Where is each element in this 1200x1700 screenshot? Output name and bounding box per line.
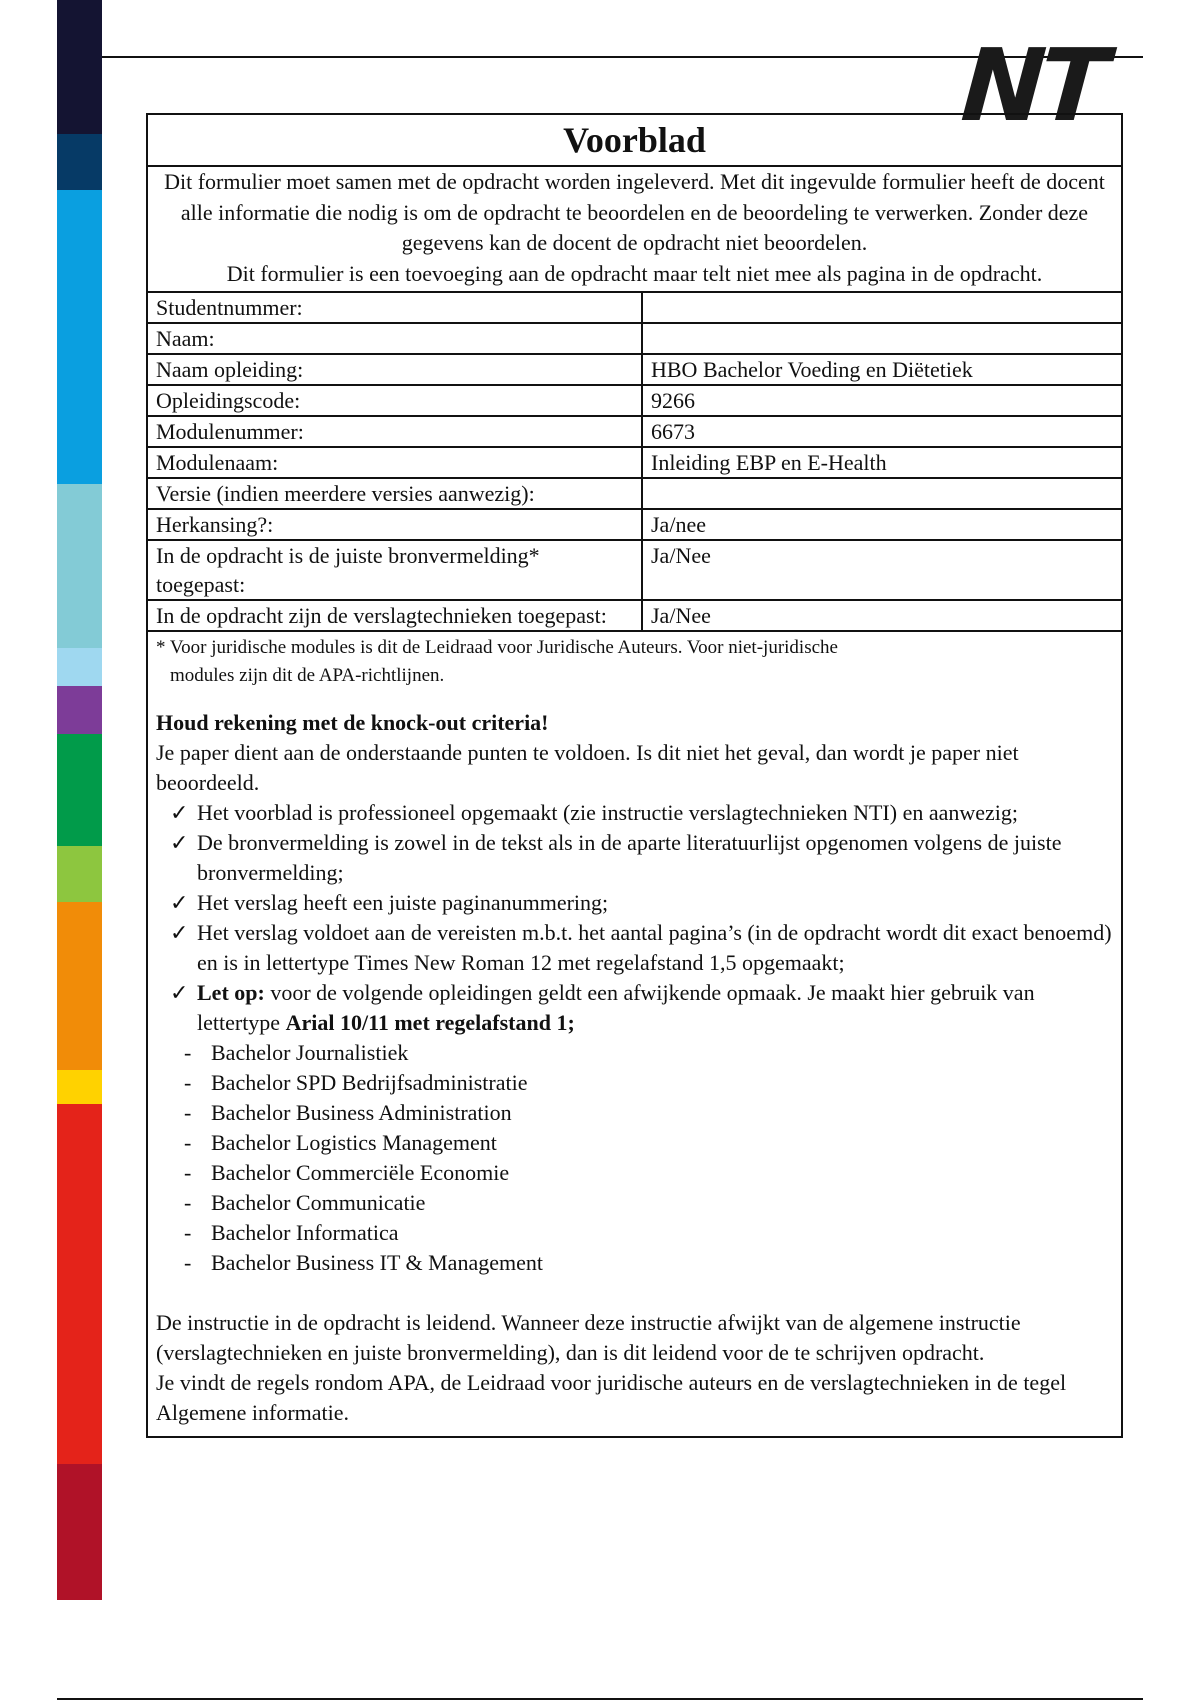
program-name: Bachelor Business Administration	[211, 1100, 512, 1125]
criterion-text: Het verslag voldoet aan de vereisten m.b.t. het aantal pagina’s (in de opdracht wordt dit exact benoemd) en is in lettertype Times New Roman 12 met regelafstand 1,5 opgemaakt;	[197, 920, 1112, 975]
field-label: In de opdracht zijn de verslagtechnieken toegepast:	[148, 600, 642, 631]
stripe-segment	[57, 190, 102, 484]
field-value: 6673	[642, 416, 1121, 447]
form-intro	[148, 167, 1121, 293]
field-label: Studentnummer:	[148, 293, 642, 323]
program-name: Bachelor Communicatie	[211, 1190, 426, 1215]
checkmark-icon: ✓	[170, 800, 189, 825]
field-label: Naam:	[148, 323, 642, 354]
checkmark-icon: ✓	[170, 920, 189, 945]
special-criterion-bold-tail: Arial 10/11 met regelafstand 1;	[285, 1010, 575, 1035]
fields-table	[148, 293, 1121, 632]
table-row	[148, 447, 1121, 478]
closing-paragraph: De instructie in de opdracht is leidend. Wanneer deze instructie afwijkt van de algemene instructie (verslagtechnieken en juiste bronvermelding), dan is dit leidend voor de te schrijven opdracht.	[156, 1310, 1021, 1365]
table-row	[148, 540, 1121, 600]
table-row	[148, 323, 1121, 354]
stripe-segment	[57, 134, 102, 190]
field-value: Ja/Nee	[642, 540, 1121, 600]
program-list	[156, 1038, 1113, 1278]
dash-bullet-icon: -	[184, 1040, 192, 1065]
field-label: Modulenummer:	[148, 416, 642, 447]
field-label: In de opdracht is de juiste bronvermelding* toegepast:	[148, 540, 642, 600]
program-name: Bachelor Business IT & Management	[211, 1250, 543, 1275]
list-item	[170, 888, 1113, 918]
criterion-text: Het verslag heeft een juiste paginanummering;	[197, 890, 609, 915]
list-item	[170, 828, 1113, 888]
field-value: Ja/nee	[642, 509, 1121, 540]
table-row	[148, 600, 1121, 631]
table-row	[148, 478, 1121, 509]
dash-bullet-icon: -	[184, 1160, 192, 1185]
field-label: Naam opleiding:	[148, 354, 642, 385]
field-value: Ja/Nee	[642, 600, 1121, 631]
stripe-segment	[57, 734, 102, 846]
field-value	[642, 478, 1121, 509]
table-row	[148, 293, 1121, 323]
form-title: Voorblad	[148, 115, 1121, 167]
field-label: Versie (indien meerdere versies aanwezig):	[148, 478, 642, 509]
list-item	[170, 918, 1113, 978]
intro-paragraph: Dit formulier is een toevoeging aan de opdracht maar telt niet mee als pagina in de opdracht.	[226, 260, 1043, 286]
stripe-segment	[57, 0, 102, 134]
list-item	[184, 1038, 1113, 1068]
list-item	[184, 1188, 1113, 1218]
dash-bullet-icon: -	[184, 1100, 192, 1125]
criterion-text: Het voorblad is professioneel opgemaakt (zie instructie verslagtechnieken NTI) en aanwezig;	[197, 800, 1019, 825]
checkmark-icon: ✓	[170, 980, 189, 1005]
intro-paragraph: Dit formulier moet samen met de opdracht worden ingeleverd. Met dit ingevulde formulier heeft de docent alle informatie die nodig is om de opdracht te beoordelen en de beoordeling te verwerken. Zonder deze gegevens kan de docent de opdracht niet beoordelen.	[164, 169, 1105, 255]
nti-logo: NT	[957, 27, 1107, 144]
stripe-segment	[57, 1104, 102, 1464]
knockout-heading: Houd rekening met de knock-out criteria!	[156, 710, 549, 735]
field-value: 9266	[642, 385, 1121, 416]
closing-text	[156, 1308, 1113, 1428]
list-item	[170, 798, 1113, 828]
list-item	[184, 1068, 1113, 1098]
field-value	[642, 323, 1121, 354]
list-item	[184, 1158, 1113, 1188]
stripe-segment	[57, 484, 102, 648]
field-label: Opleidingscode:	[148, 385, 642, 416]
notes-section	[148, 632, 1121, 1436]
field-value	[642, 293, 1121, 323]
stripe-segment	[57, 902, 102, 1070]
list-item	[184, 1248, 1113, 1278]
footnote-line: * Voor juridische modules is dit de Leidraad voor Juridische Auteurs. Voor niet-juridische	[156, 637, 838, 658]
checkmark-icon: ✓	[170, 830, 189, 855]
dash-bullet-icon: -	[184, 1130, 192, 1155]
program-name: Bachelor Informatica	[211, 1220, 399, 1245]
color-stripe	[57, 0, 102, 1600]
list-item	[184, 1098, 1113, 1128]
stripe-segment	[57, 648, 102, 686]
stripe-segment	[57, 846, 102, 902]
special-criterion-text: voor de volgende opleidingen geldt een afwijkende opmaak. Je maakt hier gebruik van lettertype	[197, 980, 1035, 1035]
list-item	[184, 1128, 1113, 1158]
dash-bullet-icon: -	[184, 1250, 192, 1275]
criterion-text: De bronvermelding is zowel in de tekst als in de aparte literatuurlijst opgenomen volgens de juiste bronvermelding;	[197, 830, 1062, 885]
stripe-segment	[57, 1070, 102, 1104]
field-value: HBO Bachelor Voeding en Diëtetiek	[642, 354, 1121, 385]
program-name: Bachelor Journalistiek	[211, 1040, 409, 1065]
dash-bullet-icon: -	[184, 1070, 192, 1095]
list-item	[184, 1218, 1113, 1248]
field-label: Herkansing?:	[148, 509, 642, 540]
field-label: Modulenaam:	[148, 447, 642, 478]
program-name: Bachelor Commerciële Economie	[211, 1160, 510, 1185]
field-value: Inleiding EBP en E-Health	[642, 447, 1121, 478]
footnote	[156, 634, 1113, 690]
table-row	[148, 509, 1121, 540]
closing-paragraph: Je vindt de regels rondom APA, de Leidraad voor juridische auteurs en de verslagtechnieken in de tegel Algemene informatie.	[156, 1370, 1067, 1425]
table-row	[148, 385, 1121, 416]
program-name: Bachelor SPD Bedrijfsadministratie	[211, 1070, 528, 1095]
table-row	[148, 416, 1121, 447]
footnote-line: modules zijn dit de APA-richtlijnen.	[170, 665, 445, 686]
criteria-list	[156, 798, 1113, 1038]
table-row	[148, 354, 1121, 385]
dash-bullet-icon: -	[184, 1220, 192, 1245]
program-name: Bachelor Logistics Management	[211, 1130, 497, 1155]
knockout-intro: Je paper dient aan de onderstaande punten te voldoen. Is dit niet het geval, dan wordt je paper niet beoordeeld.	[156, 740, 1019, 795]
checkmark-icon: ✓	[170, 890, 189, 915]
list-item	[170, 978, 1113, 1038]
special-criterion-bold-lead: Let op:	[197, 980, 265, 1005]
stripe-segment	[57, 686, 102, 734]
dash-bullet-icon: -	[184, 1190, 192, 1215]
stripe-segment	[57, 1464, 102, 1600]
cover-form	[146, 113, 1123, 1438]
